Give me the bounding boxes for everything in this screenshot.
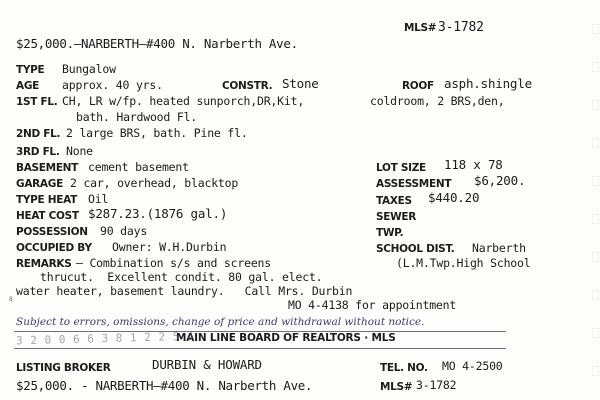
field-value-basement: cement basement (88, 160, 189, 174)
field-label-sewer: SEWER (376, 211, 417, 223)
field-value-constr: Stone (282, 76, 319, 91)
field-value-heat-cost: $287.23.(1876 gal.) (88, 206, 228, 221)
field-label-constr: CONSTR. (222, 80, 273, 92)
disclaimer-text: Subject to errors, omissions, change of price and withdrawal without notice. (16, 316, 425, 328)
field-value-type-heat: Oil (88, 192, 109, 206)
footer-value-tel: MO 4-2500 (442, 359, 503, 373)
field-value-type: Bungalow (62, 62, 116, 76)
archival-stamp: 3 2 0 0 6 6 3 8 1 2 2 5 4 (15, 329, 195, 348)
punch-hole (592, 100, 599, 110)
mls-number-value: 3-1782 (438, 20, 484, 35)
footer-label-tel: TEL. NO. (380, 362, 428, 374)
punch-hole (592, 24, 599, 34)
field-value-first-floor: CH, LR w/fp. heated sunporch,DR,Kit, (62, 94, 305, 108)
field-label-heat-cost: HEAT COST (16, 210, 79, 222)
field-label-possession: POSSESSION (16, 226, 88, 238)
field-label-age: AGE (16, 80, 40, 92)
field-value-school-dist-cont: (L.M.Twp.High School (396, 256, 531, 270)
punch-hole (592, 62, 599, 72)
remarks-line-2: thrucut. Excellent condit. 80 gal. elect. (40, 270, 323, 284)
remarks-line-3: water heater, basement laundry. Call Mrs. Durbin (16, 284, 353, 298)
field-value-lot-size: 118 x 78 (444, 157, 503, 172)
field-label-roof: ROOF (402, 80, 434, 92)
field-label-third-floor: 3RD FL. (16, 146, 60, 158)
headline: $25,000.—NARBERTH—#400 N. Narberth Ave. (16, 36, 298, 51)
field-label-remarks: REMARKS (16, 258, 72, 270)
field-label-twp: TWP. (376, 227, 404, 239)
field-label-type-heat: TYPE HEAT (16, 194, 78, 206)
field-label-basement: BASEMENT (16, 162, 79, 174)
footer-price-line: $25,000. - NARBERTH—#400 N. Narberth Ave. (16, 378, 313, 393)
footer-label-mls: MLS# (380, 381, 413, 393)
punch-hole (592, 176, 599, 186)
field-label-first-floor: 1ST FL. (16, 96, 58, 108)
punch-hole (592, 214, 599, 224)
field-label-second-floor: 2ND FL. (16, 128, 61, 140)
field-value-occupied-by: Owner: W.H.Durbin (112, 240, 227, 254)
field-label-garage: GARAGE (16, 178, 63, 190)
punch-hole (592, 328, 599, 338)
punch-hole (592, 138, 599, 148)
remarks-line-1: — Combination s/s and screens (76, 256, 271, 270)
field-value-roof: asph.shingle (444, 76, 532, 91)
punch-hole (592, 290, 599, 300)
field-value-age: approx. 40 yrs. (62, 78, 163, 92)
field-label-lot-size: LOT SIZE (376, 162, 426, 174)
field-label-type: TYPE (16, 64, 45, 76)
field-value-taxes: $440.20 (428, 190, 480, 205)
footer-label-listing-broker: LISTING BROKER (16, 362, 111, 374)
mls-number-label: MLS# (404, 22, 437, 34)
organization-name: MAIN LINE BOARD OF REALTORS · MLS (176, 332, 396, 344)
field-label-school-dist: SCHOOL DIST. (376, 243, 455, 255)
field-value-possession: 90 days (100, 224, 148, 238)
punch-hole (592, 366, 599, 376)
field-label-assessment: ASSESSMENT (376, 178, 452, 190)
field-value-school-dist: Narberth (472, 241, 526, 255)
divider-bottom (14, 348, 506, 349)
field-value-third-floor: None (66, 144, 93, 158)
remarks-line-4: MO 4-4138 for appointment (288, 298, 457, 312)
field-value-first-floor-right: coldroom, 2 BRS,den, (370, 94, 505, 108)
field-value-second-floor: 2 large BRS, bath. Pine fl. (66, 126, 248, 140)
field-label-taxes: TAXES (376, 195, 412, 207)
footer-value-listing-broker: DURBIN & HOWARD (152, 357, 262, 372)
field-label-occupied-by: OCCUPIED BY (16, 242, 92, 254)
footer-value-mls: 3-1782 (416, 378, 457, 392)
field-value-assessment: $6,200. (474, 173, 526, 188)
field-value-first-floor-cont: bath. Hardwood Fl. (76, 110, 198, 124)
field-value-garage: 2 car, overhead, blacktop (70, 176, 239, 190)
archival-tiny-number: 8 (9, 296, 13, 303)
punch-hole (592, 252, 599, 262)
